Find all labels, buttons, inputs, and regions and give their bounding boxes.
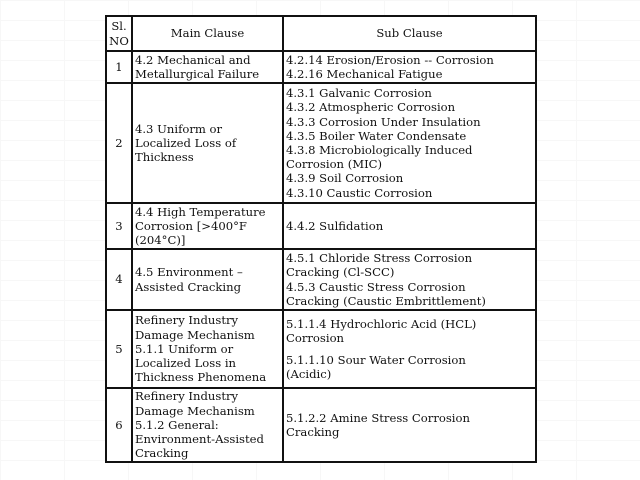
main-clause-cell <box>132 310 283 388</box>
sub-clause-line: 5.1.1.10 Sour Water Corrosion <box>286 352 466 367</box>
sub-clause-line: 4.3.10 Caustic Corrosion <box>286 185 433 200</box>
table-row <box>106 310 536 388</box>
main-clause-line: Refinery Industry <box>135 389 239 404</box>
main-clause-line: 4.4 High Temperature <box>135 204 266 219</box>
sub-clause-line: Cracking <box>286 425 340 439</box>
main-clause-line: (204°C)] <box>135 233 186 248</box>
sub-clause-line: Cracking (Caustic Embrittlement) <box>286 293 486 308</box>
sl-cell: 1 <box>106 51 132 83</box>
sub-clause-line: 4.3.3 Corrosion Under Insulation <box>286 114 481 129</box>
main-clause-line: Thickness Phenomena <box>135 370 267 385</box>
main-clause-cell <box>132 249 283 310</box>
sub-clause-line: 4.5.1 Chloride Stress Corrosion <box>286 251 473 266</box>
main-clause-cell <box>132 51 283 83</box>
main-clause-line: Refinery Industry <box>135 313 239 328</box>
sub-clause-line: Cracking (Cl-SCC) <box>286 265 395 280</box>
header-sl-line2: NO <box>109 33 129 48</box>
sub-clause-line: 4.3.2 Atmospheric Corrosion <box>286 100 456 115</box>
main-clause-line: Metallurgical Failure <box>135 67 260 81</box>
sub-clause-line: Corrosion <box>286 331 345 346</box>
sub-clause-cell <box>283 310 536 388</box>
sub-clause-line: 4.5.3 Caustic Stress Corrosion <box>286 279 466 294</box>
table-row <box>106 51 536 83</box>
sub-clause-line: 4.3.5 Boiler Water Condensate <box>286 128 467 143</box>
sub-clause-line: 4.4.2 Sulfidation <box>286 218 384 233</box>
header-row <box>106 16 536 51</box>
sl-cell: 6 <box>106 388 132 462</box>
table-row <box>106 249 536 310</box>
main-clause-line: Damage Mechanism <box>135 327 255 342</box>
main-clause-line: Localized Loss of <box>135 135 237 150</box>
sl-cell: 3 <box>106 203 132 249</box>
table-row <box>106 388 536 462</box>
main-clause-cell <box>132 83 283 203</box>
main-clause-line: 5.1.1 Uniform or <box>135 341 234 356</box>
sub-clause-line: 5.1.1.4 Hydrochloric Acid (HCL) <box>286 317 477 332</box>
sl-cell: 2 <box>106 83 132 203</box>
main-clause-cell <box>132 388 283 462</box>
main-clause-line: Thickness <box>135 150 194 165</box>
main-clause-line: 4.2 Mechanical and <box>135 52 251 67</box>
sub-clause-line: 4.3.9 Soil Corrosion <box>286 171 404 186</box>
sub-clause-cell <box>283 51 536 83</box>
sub-clause-cell <box>283 249 536 310</box>
main-clause-line: Assisted Cracking <box>135 279 241 294</box>
main-clause-line: Corrosion [>400°F <box>135 218 247 233</box>
main-clause-cell <box>132 203 283 249</box>
main-clause-line: Environment-Assisted <box>135 432 264 447</box>
main-clause-line: 4.5 Environment – <box>135 265 243 280</box>
sub-clause-line: (Acidic) <box>286 366 332 381</box>
header-sub-clause: Sub Clause <box>283 16 536 51</box>
table-row <box>106 83 536 203</box>
sub-clause-line: 4.2.14 Erosion/Erosion -- Corrosion <box>286 52 494 67</box>
sub-clause-cell <box>283 388 536 462</box>
sub-clause-line: 4.3.8 Microbiologically Induced <box>286 143 473 157</box>
damage-mechanism-table <box>105 15 537 463</box>
header-main-clause: Main Clause <box>132 16 283 51</box>
main-clause-line: Damage Mechanism <box>135 403 255 418</box>
table-row <box>106 203 536 249</box>
sub-clause-line: Corrosion (MIC) <box>286 157 383 172</box>
sl-cell: 5 <box>106 310 132 388</box>
sub-clause-line: 4.2.16 Mechanical Fatigue <box>286 67 443 81</box>
header-sl-line1: Sl. <box>111 19 127 34</box>
sub-clause-line: 5.1.2.2 Amine Stress Corrosion <box>286 410 470 425</box>
main-clause-line: 5.1.2 General: <box>135 417 219 432</box>
main-clause-line: Cracking <box>135 446 189 461</box>
sub-clause-cell <box>283 83 536 203</box>
sl-cell: 4 <box>106 249 132 310</box>
main-clause-line: Localized Loss in <box>135 356 237 371</box>
main-clause-line: 4.3 Uniform or <box>135 121 223 136</box>
header-sl-no <box>106 16 132 51</box>
sub-clause-line: 4.3.1 Galvanic Corrosion <box>286 86 432 101</box>
sub-clause-cell <box>283 203 536 249</box>
